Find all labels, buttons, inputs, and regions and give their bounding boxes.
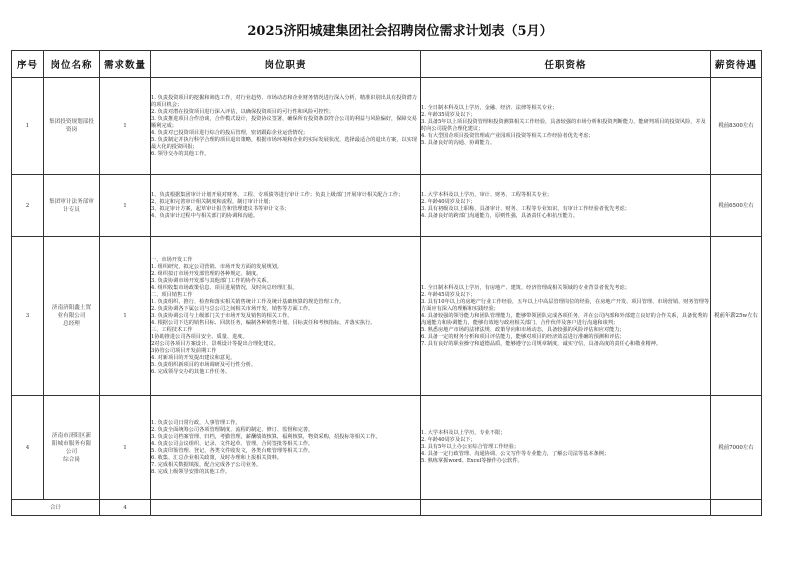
duty-item: 1、负责根据集团审计计划开展对财务、工程、专项债等进行审计工作；负责上级部门开展审计相关配合工作； [151, 191, 404, 198]
requirement-item: 1. 全日制本科及以上学历，有房地产、建筑、经济管理或相关领域的专业背景者优先考虑； [421, 284, 630, 291]
requirement-item: 2. 年龄40周岁及以下； [421, 437, 476, 443]
duty-item: 1. 负责公司日常行政，人事管理工作。 [151, 419, 241, 426]
row-quantity: 1 [100, 396, 151, 500]
position-name-text: 集团审计法务部审计专员 [49, 198, 94, 213]
requirement-item: 4. 具备良好的跨部门沟通能力，原则性强，具备责任心和抗压能力。 [421, 212, 579, 219]
row-requirements [421, 396, 711, 500]
requirement-item: 2. 年龄45周岁及以下； [421, 291, 476, 298]
duty-section-heading: 一、市场开发工作 [151, 256, 193, 263]
duty-item: 1. 组织研究、拟定公司营销、市场开发方面的发展规划。 [151, 263, 283, 270]
row-serial-number: 2 [12, 175, 44, 237]
duty-item: 3. 负责公司档案管理、归档，考勤管理，薪酬绩效核算，福利核算，物资采购，招投标等相关工作。 [151, 433, 381, 440]
row-duties [151, 78, 421, 175]
requirement-item: 3. 具有5年以上办公室综合管理工作经验； [421, 444, 520, 450]
duty-item: 2. 负责对潜在投资项目进行深入评估，以确保投资项目的可行性和风险可控性； [151, 108, 334, 115]
row-salary: 税前年薪25w左右 [711, 237, 762, 396]
row-position-name [44, 237, 100, 396]
requirement-item: 4. 具备较强的领导能力和团队管理能力，能够带领团队完成各项任务，并在公司内部和外部建立良好的合作关系，具备优秀的沟通能力和协调能力，能够有效地与政府相关部门、合作伙伴及客户进行沟通和谈判； [421, 312, 708, 326]
duty-item: 5. 负责组织新项目的市场调研及可行性分析。 [151, 361, 257, 368]
requirement-item: 2. 年龄35周岁及以下； [421, 112, 476, 118]
duty-item: 5. 负责印鉴管理、登记，各类文件收发文，各类台账管理等相关工作。 [151, 447, 314, 454]
duty-item: 6. 收集、汇总企业相关政策，及时办理和上报相关资料。 [151, 454, 283, 461]
duty-item: 2对公司各项目方案设计、景观设计等提出合理化建议。 [151, 340, 279, 347]
duty-item: 4. 负责公司会议组织、记录、文件起草、管理，合同签批等相关工作。 [151, 440, 314, 447]
header-requirements: 任职资格 [421, 51, 711, 78]
row-serial-number: 4 [12, 396, 44, 500]
table-row [12, 175, 762, 237]
total-duties-empty [151, 500, 421, 516]
row-duties [151, 175, 421, 237]
table-row [12, 78, 762, 175]
duty-item: 3. 负责推进项目合作洽谈，合作模式设计，投资协议签署，确保所有投资条款符合公司的利益与风险偏好，保障交易顺利完成； [151, 115, 417, 129]
position-name-line: 公司 [65, 448, 78, 455]
duty-item: 1. 负责投资项目的挖掘和筛选工作，对行业趋势、市场动态和企业财务情况进行深入分析，精准识别出具有投资潜力的项目机会； [151, 94, 417, 108]
duty-item: 3、拟定审计方案，起草审计报告和管理建议书等审计文书； [151, 205, 290, 212]
row-salary: 税前6500左右 [711, 175, 762, 237]
requirement-item: 1. 大学本科及以上学历，审计、财务、工程等相关专业； [421, 191, 553, 198]
total-quantity: 4 [100, 500, 151, 516]
row-requirements [421, 78, 711, 175]
duty-item: 4、负责审计过程中与相关部门的协调和沟通。 [151, 212, 259, 219]
row-position-name [44, 78, 100, 175]
row-serial-number: 1 [12, 78, 44, 175]
position-name-line: 业有限公司 [57, 313, 86, 319]
duty-item: 4. 根据公司下达的销售目标、回款任务，编制各种销售计划、目标责任和考核指标，并落实执行。 [151, 319, 376, 326]
header-row [12, 51, 762, 78]
duty-item: 2. 负责全面统筹公司各项管理制度、流程的制定、修订、监督和完善。 [151, 426, 314, 433]
row-salary: 税前8300左右 [711, 78, 762, 175]
row-quantity: 1 [100, 237, 151, 396]
duty-item: 4. 组织收集市场政策信息、项目进展情况，及时向总经理汇报。 [151, 284, 298, 291]
requirement-item: 3. 具备5年以上项目投资管理和投资测算相关工作经验，具备较强的市场分析和投资判断能力，能研判项目的投资风险，并及时向公司提供合理化建议； [421, 119, 706, 132]
position-name-text: 集团投资规划部投资岗 [49, 119, 94, 133]
row-duties [151, 237, 421, 396]
duty-item: 3. 负责协调市场开发部与其他部门工作的协作关系。 [151, 277, 272, 284]
header-quantity: 需求数量 [100, 51, 151, 78]
duty-section-heading: 三、工程技术工作 [151, 326, 193, 333]
row-salary: 税前7000左右 [711, 396, 762, 500]
requirement-item: 3. 具有10年以上的房地产行业工作经验，五年以上中高层管理岗位的经验，在房地产开发、项目管理、市场营销、财务管理等方面应有深入的理解和实践经验； [421, 298, 710, 312]
row-duties [151, 396, 421, 500]
duty-item: 3协管公司项目开发前期工作 [151, 347, 217, 354]
row-serial-number: 3 [12, 237, 44, 396]
position-name-line: 总经理 [63, 321, 80, 327]
header-salary: 薪资待遇 [711, 51, 762, 78]
requirement-item: 1. 大学本科及以上学历，专业不限； [421, 430, 506, 436]
requirement-item: 4. 有大型国企项目投资管理或产业园项目投资等相关工作经验者优先考虑； [421, 133, 594, 139]
table-row [12, 396, 762, 500]
table-row [12, 237, 762, 396]
total-row [12, 500, 762, 516]
requirement-item: 5. 具备良好的沟通、协调能力。 [421, 140, 496, 146]
requirement-item: 5. 熟悉房地产市场的法律法规、政策导向和市场动态，具备较强的风险评估和应对能力； [421, 326, 625, 333]
recruitment-plan-table [11, 50, 762, 516]
requirement-item: 4. 具备一定行政管理、沟通协调、公文写作等专业能力，了解公司法等基本条例； [421, 451, 610, 457]
requirement-item: 2. 年龄40周岁及以下； [421, 198, 476, 205]
header-duties: 岗位职责 [151, 51, 421, 78]
duty-item: 1. 负责组织、推行、检查和落实相关销售统计工作及统计基础核算的规范管理工作。 [151, 298, 345, 305]
duty-section-heading: 二、项目销售工作 [151, 291, 193, 298]
position-name-line: 综合岗 [63, 456, 80, 463]
requirement-item: 7. 具有良好的职业操守和道德品质，能够遵守公司规章制度，诚实守信，具备高度的责任心和敬业精神。 [421, 340, 662, 347]
duty-item: 4. 负责对已投资项目进行综合的投后管理，密切跟踪企业运营情况； [151, 129, 309, 136]
total-salary-empty [711, 500, 762, 516]
requirement-item: 6. 具备一定的财务分析和项目评估能力，能够对项目的经济效益进行准确的预测和评估； [421, 333, 625, 340]
row-quantity: 1 [100, 78, 151, 175]
position-name-line: 济南济阳鑫土置 [51, 305, 92, 311]
total-requirements-empty [421, 500, 711, 516]
duty-item: 2. 负责协调各下属公司与总公司之间相关市场开发、销售等方面工作。 [151, 305, 314, 312]
duty-item: 8. 完成上级领导安排的其他工作。 [151, 468, 231, 475]
duty-item: 2. 组织拟订市场开发部管理的各种规定、制度。 [151, 270, 262, 277]
duty-item: 4. 对新项目的开发提出建议和意见。 [151, 354, 236, 361]
header-position-name: 岗位名称 [44, 51, 100, 78]
row-position-name [44, 175, 100, 237]
header-serial-number: 序号 [12, 51, 44, 78]
duty-item: 7. 完成相关数据填报，配合完成各子公司业务。 [151, 461, 262, 468]
row-requirements [421, 175, 711, 237]
requirement-item: 1. 全日制本科及以上学历，金融、经济、法律等相关专业； [421, 105, 558, 111]
row-position-name [44, 396, 100, 500]
duty-item: 6. 完成领导交办的其他工作任务。 [151, 368, 231, 375]
duty-item: 5. 负责制定并执行科学合理的项目退出策略，根据市场环境和企业的实际发展状况，选择最适合的退出方案，以实现最大化的投资回报； [151, 136, 417, 150]
position-name-line: 济南市济阳区新 [51, 432, 92, 439]
duty-item: 1协助推进公司各项目安全、质量、进度。 [151, 333, 248, 340]
duty-item: 3. 负责协调公司与上级部门关于市场开发及销售的相关工作。 [151, 312, 293, 319]
total-label: 合计 [12, 500, 100, 516]
duty-item: 2、拟定和完善审计相关制度和流程，制订审计计划； [151, 198, 274, 205]
row-quantity: 1 [100, 175, 151, 237]
requirement-item: 5. 熟练掌握word、Excel等操作办公软件。 [421, 458, 523, 464]
position-name-line: 阳城市服务有限 [51, 440, 92, 447]
requirement-item: 3. 具有初级及以上职称，具备审计、财务、工程等专业知识，有审计工作经验者优先考虑； [421, 205, 630, 212]
duty-item: 6. 领导交办的其他工作。 [151, 150, 210, 157]
row-requirements [421, 237, 711, 396]
document-title: 2025济阳城建集团社会招聘岗位需求计划表（5月） [247, 24, 553, 39]
